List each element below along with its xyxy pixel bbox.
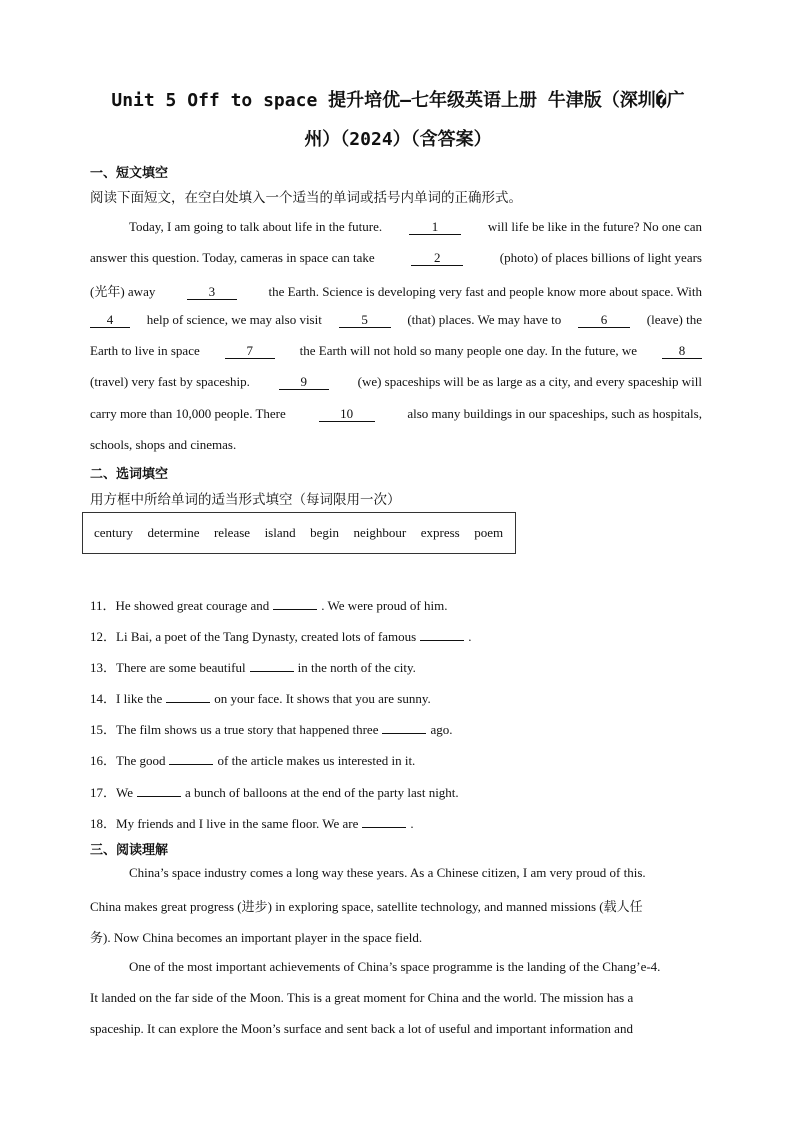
passage1-line: 4 help of science, we may also visit 5 (that) places. We may have to 6 (leave) the	[90, 312, 702, 328]
word-bank-item: begin	[310, 525, 340, 540]
blank-6[interactable]: 6	[578, 313, 630, 328]
question-item: 13．There are some beautiful in the north of the city.	[90, 660, 416, 675]
blank-3[interactable]: 3	[187, 285, 237, 300]
question-item: 17．We a bunch of balloons at the end of the party last night.	[90, 785, 459, 800]
passage1-line: answer this question. Today, cameras in space can take 2 (photo) of places billions of light years	[90, 250, 702, 265]
blank-2[interactable]: 2	[411, 251, 463, 266]
passage3-line: 务). Now China becomes an important player in the space field.	[90, 930, 423, 945]
passage3-line: One of the most important achievements of China’s space programme is the landing of the Chang’e-4.	[129, 959, 661, 974]
word-bank-item: poem	[474, 525, 504, 540]
answer-blank[interactable]	[137, 784, 181, 797]
blank-7[interactable]: 7	[225, 344, 275, 359]
word-bank-item: century	[94, 525, 133, 540]
section1-heading: 一、短文填空	[90, 166, 169, 181]
blank-5[interactable]: 5	[339, 313, 391, 328]
question-item: 14．I like the on your face. It shows that you are sunny.	[90, 691, 431, 706]
question-item: 16．The good of the article makes us interested in it.	[90, 753, 416, 768]
passage1-line: (光年) away 3 the Earth. Science is developing very fast and people know more about space. With	[90, 284, 702, 299]
word-bank-box	[82, 512, 516, 554]
answer-blank[interactable]	[273, 597, 317, 610]
answer-blank[interactable]	[362, 815, 406, 828]
section2-instruction: 用方框中所给单词的适当形式填空（每词限用一次）	[90, 492, 401, 508]
question-item: 15．The film shows us a true story that happened three ago.	[90, 722, 453, 737]
word-bank-item: neighbour	[353, 525, 407, 540]
blank-9[interactable]: 9	[279, 375, 329, 390]
answer-blank[interactable]	[166, 690, 210, 703]
blank-1[interactable]: 1	[409, 220, 461, 235]
question-item: 18．My friends and I live in the same floor. We are .	[90, 816, 414, 831]
answer-blank[interactable]	[169, 752, 213, 765]
blank-4[interactable]: 4	[90, 313, 130, 328]
answer-blank[interactable]	[382, 721, 426, 734]
passage1-line: carry more than 10,000 people. There 10 also many buildings in our spaceships, such as hospitals,	[90, 406, 702, 421]
passage3-line: China makes great progress (进步) in exploring space, satellite technology, and manned missions (载人任	[90, 899, 643, 914]
section2-heading: 二、选词填空	[90, 467, 169, 482]
answer-blank[interactable]	[250, 659, 294, 672]
passage1-line: Today, I am going to talk about life in the future. 1 will life be like in the future? No one can	[129, 219, 702, 234]
passage1-line: Earth to live in space 7 the Earth will not hold so many people one day. In the future, we 8	[90, 343, 702, 359]
doc-title-line2: 州）（2024）（含答案）	[304, 129, 492, 150]
doc-title-line1: Unit 5 Off to space 提升培优—七年级英语上册 牛津版（深圳�广	[111, 90, 685, 111]
question-item: 12．Li Bai, a poet of the Tang Dynasty, created lots of famous .	[90, 629, 472, 644]
word-bank-item: release	[213, 525, 251, 540]
word-bank-item: express	[420, 525, 460, 540]
passage1-line: (travel) very fast by spaceship. 9 (we) spaceships will be as large as a city, and every spaceship will	[90, 374, 702, 389]
passage1-line: schools, shops and cinemas.	[90, 437, 237, 452]
answer-blank[interactable]	[420, 628, 464, 641]
section1-instruction: 阅读下面短文，在空白处填入一个适当的单词或括号内单词的正确形式。	[90, 190, 522, 206]
passage3-line: It landed on the far side of the Moon. This is a great moment for China and the world. The mission has a	[90, 990, 634, 1005]
question-item: 11．He showed great courage and . We were proud of him.	[90, 598, 448, 613]
blank-8[interactable]: 8	[662, 344, 702, 359]
blank-10[interactable]: 10	[319, 407, 375, 422]
word-bank-item: island	[264, 525, 296, 540]
passage3-line: China’s space industry comes a long way these years. As a Chinese citizen, I am very proud of this.	[129, 865, 646, 880]
section3-heading: 三、阅读理解	[90, 843, 169, 858]
word-bank-item: determine	[147, 525, 200, 540]
passage3-line: spaceship. It can explore the Moon’s surface and sent back a lot of useful and important information and	[90, 1021, 633, 1036]
